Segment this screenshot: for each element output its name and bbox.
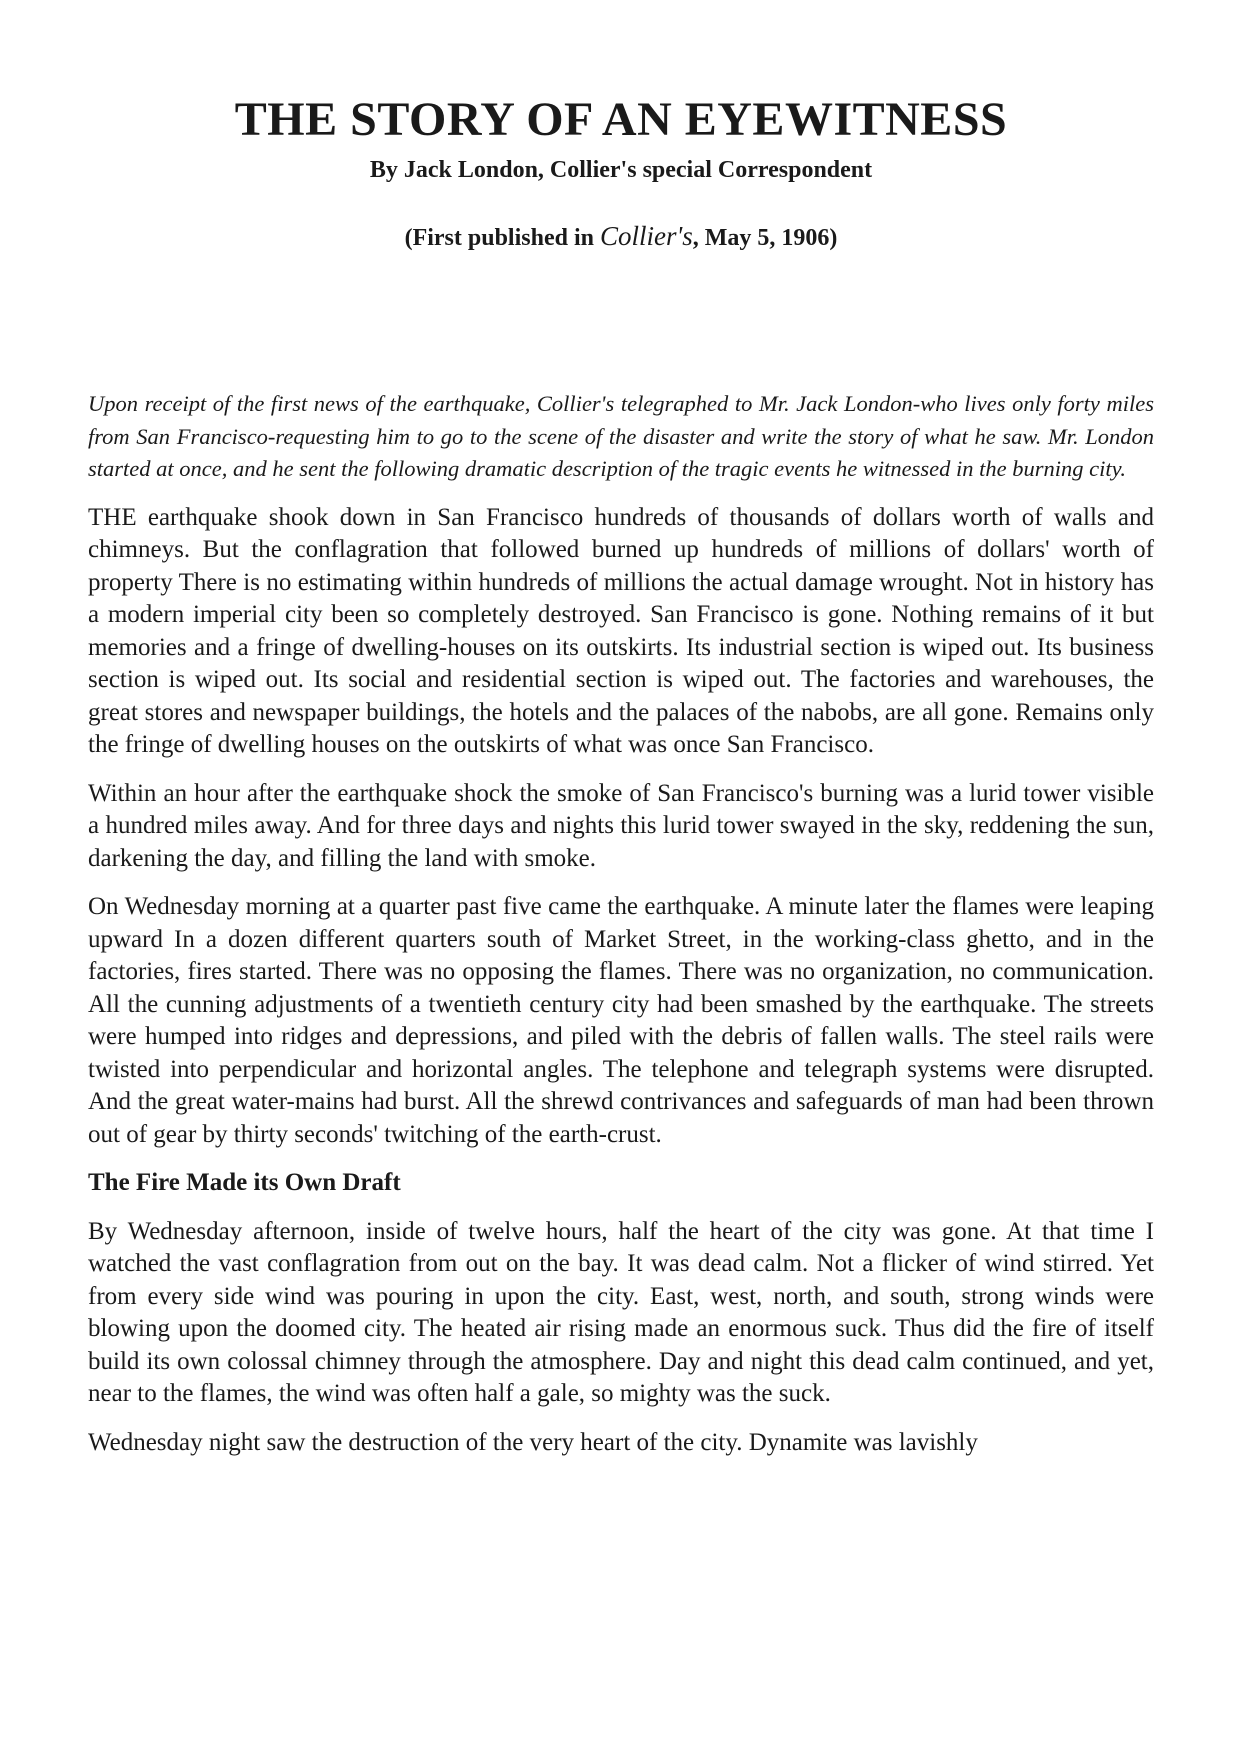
publication-suffix: , May 5, 1906) [692, 225, 838, 251]
publication-note [0, 220, 1242, 254]
article-body [88, 388, 1154, 1475]
document-title: THE STORY OF AN EYEWITNESS [234, 93, 1008, 146]
magazine-name: Collier's [599, 221, 693, 251]
paragraph-4: By Wednesday afternoon, inside of twelve hours, half the heart of the city was gone. At that time I watched the vast conflagration from out on the bay. It was dead calm. Not a flicker of wind stirred. Yet from every side wind was pouring in upon the city. East, west, north, and south, strong winds were blowing upon the doomed city. The heated air rising made an enormous suck. Thus did the fire of itself build its own colossal chimney through the atmosphere. Day and night this dead calm continued, and yet, near to the flames, the wind was often half a gale, so mighty was the suck. [88, 1217, 1154, 1407]
paragraph-2: Within an hour after the earthquake shock the smoke of San Francisco's burning was a lurid tower visible a hundred miles away. And for three days and nights this lurid tower swayed in the sky, reddening the sun, darkening the day, and filling the land with smoke. [88, 779, 1154, 872]
paragraph-3: On Wednesday morning at a quarter past five came the earthquake. A minute later the flames were leaping upward In a dozen different quarters south of Market Street, in the working-class ghetto, and in the factories, fires started. There was no opposing the flames. There was no organization, no communication. All the cunning adjustments of a twentieth century city had been smashed by the earthquake. The streets were humped into ridges and depressions, and piled with the debris of fallen walls. The steel rails were twisted into perpendicular and horizontal angles. The telephone and telegraph systems were disrupted. And the great water-mains had burst. All the shrewd contrivances and safeguards of man had been thrown out of gear by thirty seconds' twitching of the earth-crust. [88, 893, 1154, 1148]
publication-prefix: (First published in [404, 225, 600, 251]
paragraph-5: Wednesday night saw the destruction of the very heart of the city. Dynamite was lavishly [88, 1428, 978, 1456]
byline: By Jack London, Collier's special Correspondent [369, 157, 873, 183]
section-heading: The Fire Made its Own Draft [88, 1169, 401, 1196]
editor-intro: Upon receipt of the first news of the earthquake, Collier's telegraphed to Mr. Jack London-who lives only forty miles from San Francisco-requesting him to go to the scene of the disaster and write the story of what he saw. Mr. London started at once, and he sent the following dramatic description of the tragic events he witnessed in the burning city. [88, 391, 1154, 481]
paragraph-1: THE earthquake shook down in San Francisco hundreds of thousands of dollars worth of walls and chimneys. But the conflagration that followed burned up hundreds of millions of dollars' worth of property There is no estimating within hundreds of millions the actual damage wrought. Not in history has a modern imperial city been so completely destroyed. San Francisco is gone. Nothing remains of it but memories and a fringe of dwelling-houses on its outskirts. Its industrial section is wiped out. Its business section is wiped out. Its social and residential section is wiped out. The factories and warehouses, the great stores and newspaper buildings, the hotels and the palaces of the nabobs, are all gone. Remains only the fringe of dwelling houses on the outskirts of what was once San Francisco. [88, 503, 1154, 758]
